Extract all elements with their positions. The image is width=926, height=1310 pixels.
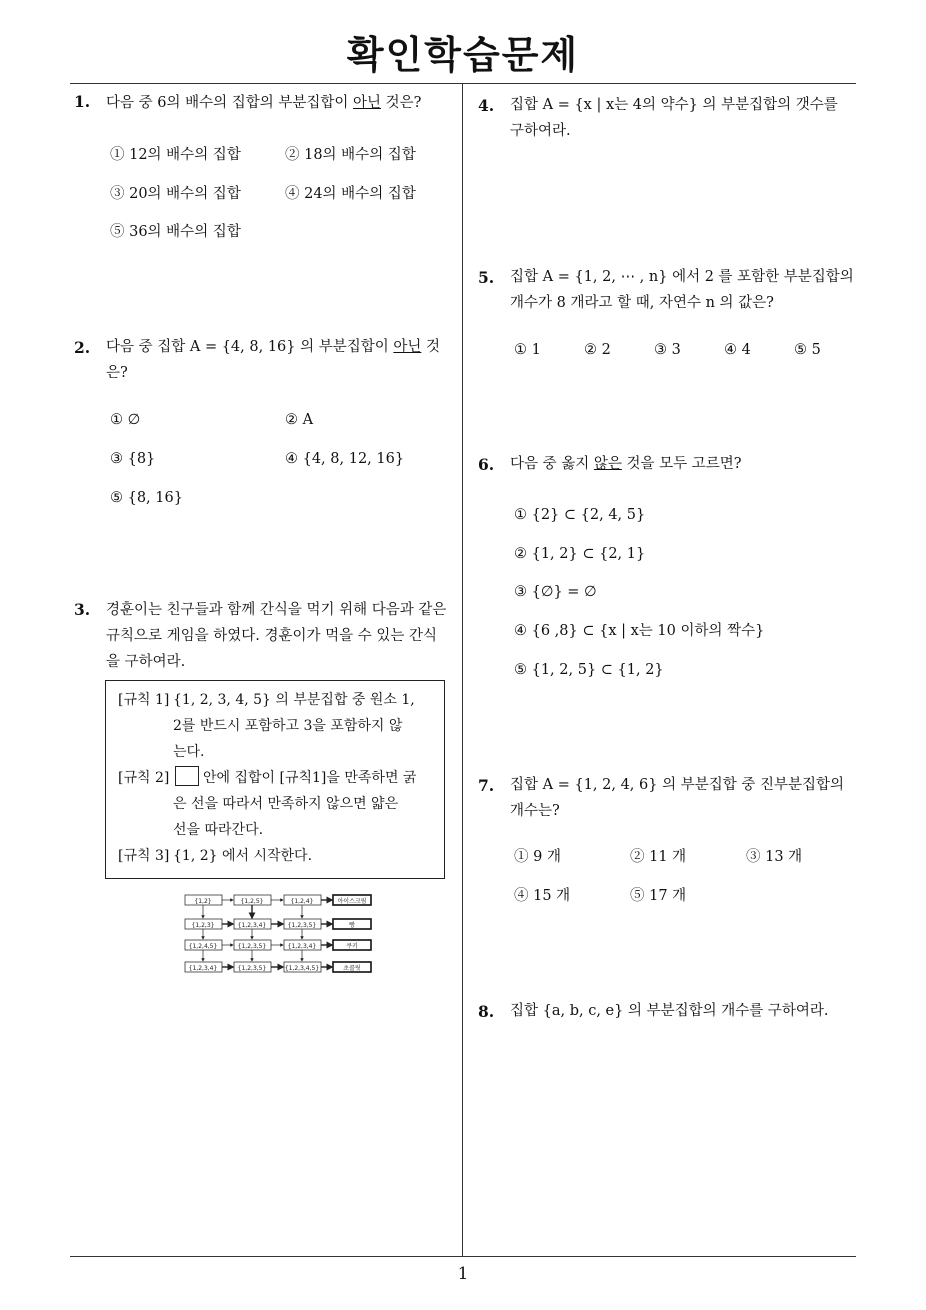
flow-box-r4c3: {1,2,3,4,5}: [284, 965, 320, 972]
q6-option-1[interactable]: ① {2} ⊂ {2, 4, 5}: [514, 507, 646, 523]
flow-result-r1: 아이스크림: [337, 898, 367, 905]
rule2-line2: 은 선을 따라서 만족하지 않으면 얇은: [173, 796, 399, 812]
rule2-label: [규칙 2]: [118, 770, 170, 786]
q5-option-4[interactable]: ④ 4: [724, 342, 751, 358]
q2-option-2[interactable]: ② A: [285, 412, 314, 428]
bottom-rule: [70, 1256, 856, 1257]
q2-option-3[interactable]: ③ {8}: [110, 451, 156, 467]
rule2-line1: 안에 집합이 [규칙1]을 만족하면 굵: [173, 765, 416, 791]
rule1-line1: {1, 2, 3, 4, 5} 의 부분집합 중 원소 1,: [173, 692, 415, 708]
flow-box-r2c2: {1,2,3,4}: [237, 922, 267, 929]
flow-box-r3c1: {1,2,4,5}: [188, 943, 218, 950]
flow-box-r1c3: {1,2,4}: [290, 898, 314, 905]
page-title: 확인학습문제: [346, 33, 580, 77]
q6-stem: 다음 중 옳지 않은 것을 모두 고르면?: [510, 456, 742, 472]
q5-option-5[interactable]: ⑤ 5: [794, 342, 821, 358]
q4-stem: 집합 A = {x | x는 4의 약수} 의 부분집합의 갯수를 구하여라.: [510, 97, 838, 139]
flow-box-r1c2: {1,2,5}: [240, 898, 264, 905]
rule1-line2: 2를 반드시 포함하고 3을 포함하지 않: [173, 718, 403, 734]
rule3-text: {1, 2} 에서 시작한다.: [173, 848, 313, 864]
q1-option-3[interactable]: ③ 20의 배수의 집합: [110, 186, 241, 202]
flow-result-r2: 빵: [349, 922, 355, 929]
flow-vertical-arrows: [203, 905, 302, 961]
q7-option-3[interactable]: ③ 13 개: [746, 849, 803, 865]
flow-box-r3c2: {1,2,3,5}: [237, 943, 267, 950]
q1-number: 1.: [74, 92, 91, 111]
q1-stem: 다음 중 6의 배수의 집합의 부분집합이 아닌 것은?: [106, 95, 422, 111]
q8-stem: 집합 {a, b, c, e} 의 부분집합의 개수를 구하여라.: [510, 1003, 829, 1019]
q2-option-4[interactable]: ④ {4, 8, 12, 16}: [285, 451, 405, 467]
rule3-label: [규칙 3]: [118, 848, 170, 864]
flow-box-r1c1: {1,2}: [194, 898, 212, 905]
flow-row-2: [185, 919, 371, 929]
flow-box-r4c2: {1,2,3,5}: [237, 965, 267, 972]
flow-box-r2c3: {1,2,3,5}: [287, 922, 317, 929]
page-number: 1: [457, 1264, 469, 1284]
q5-option-3[interactable]: ③ 3: [654, 342, 681, 358]
q2-number: 2.: [74, 338, 91, 357]
q6-option-4[interactable]: ④ {6 ,8} ⊂ {x | x는 10 이하의 짝수}: [514, 623, 765, 639]
q6-option-2[interactable]: ② {1, 2} ⊂ {2, 1}: [514, 546, 646, 562]
flow-row-1: [185, 895, 371, 905]
q1-option-2[interactable]: ② 18의 배수의 집합: [285, 147, 416, 163]
q7-option-5[interactable]: ⑤ 17 개: [630, 888, 687, 904]
q6-option-3[interactable]: ③ {∅} = ∅: [514, 584, 597, 600]
q1-option-4[interactable]: ④ 24의 배수의 집합: [285, 186, 416, 202]
q1-option-1[interactable]: ① 12의 배수의 집합: [110, 147, 241, 163]
blank-box: [175, 766, 199, 786]
q6-option-5[interactable]: ⑤ {1, 2, 5} ⊂ {1, 2}: [514, 662, 664, 678]
q5-stem: 집합 A = {1, 2, ⋯ , n} 에서 2 를 포함한 부분집합의 개수가 8 개라고 할 때, 자연수 n 의 값은?: [510, 269, 854, 311]
q5-option-2[interactable]: ② 2: [584, 342, 611, 358]
q2-stem: 다음 중 집합 A = {4, 8, 16} 의 부분집합이 아닌 것 은?: [106, 339, 440, 381]
q7-option-1[interactable]: ① 9 개: [514, 849, 561, 865]
q3-number: 3.: [74, 600, 91, 619]
q8-number: 8.: [478, 1002, 495, 1021]
flow-diagram: [182, 892, 378, 976]
rule2-line3: 선을 따라간다.: [173, 822, 264, 838]
q7-stem: 집합 A = {1, 2, 4, 6} 의 부분집합 중 진부분집합의 개수는?: [510, 777, 844, 819]
rule1-line3: 는다.: [173, 744, 205, 760]
flow-result-r3: 쿠키: [346, 943, 358, 950]
flow-box-r2c1: {1,2,3}: [191, 922, 215, 929]
q2-option-5[interactable]: ⑤ {8, 16}: [110, 490, 183, 506]
q6-number: 6.: [478, 455, 495, 474]
q7-option-2[interactable]: ② 11 개: [630, 849, 687, 865]
flow-result-r4: 초콜릿: [343, 965, 361, 972]
top-rule: [70, 83, 856, 84]
flow-box-r3c3: {1,2,3,4}: [287, 943, 317, 950]
q2-option-1[interactable]: ① ∅: [110, 412, 141, 428]
rule1-label: [규칙 1]: [118, 692, 170, 708]
q7-number: 7.: [478, 776, 495, 795]
q5-number: 5.: [478, 268, 495, 287]
flow-row-4: [185, 962, 371, 972]
flow-row-3: [185, 940, 371, 950]
column-divider: [462, 83, 463, 1257]
flow-box-r4c1: {1,2,3,4}: [188, 965, 218, 972]
q1-option-5[interactable]: ⑤ 36의 배수의 집합: [110, 224, 241, 240]
q3-stem: 경훈이는 친구들과 함께 간식을 먹기 위해 다음과 같은 규칙으로 게임을 하였다. 경훈이가 먹을 수 있는 간식 을 구하여라.: [106, 602, 447, 670]
q4-number: 4.: [478, 96, 495, 115]
q7-option-4[interactable]: ④ 15 개: [514, 888, 571, 904]
q5-option-1[interactable]: ① 1: [514, 342, 541, 358]
rules-box: [105, 680, 445, 879]
